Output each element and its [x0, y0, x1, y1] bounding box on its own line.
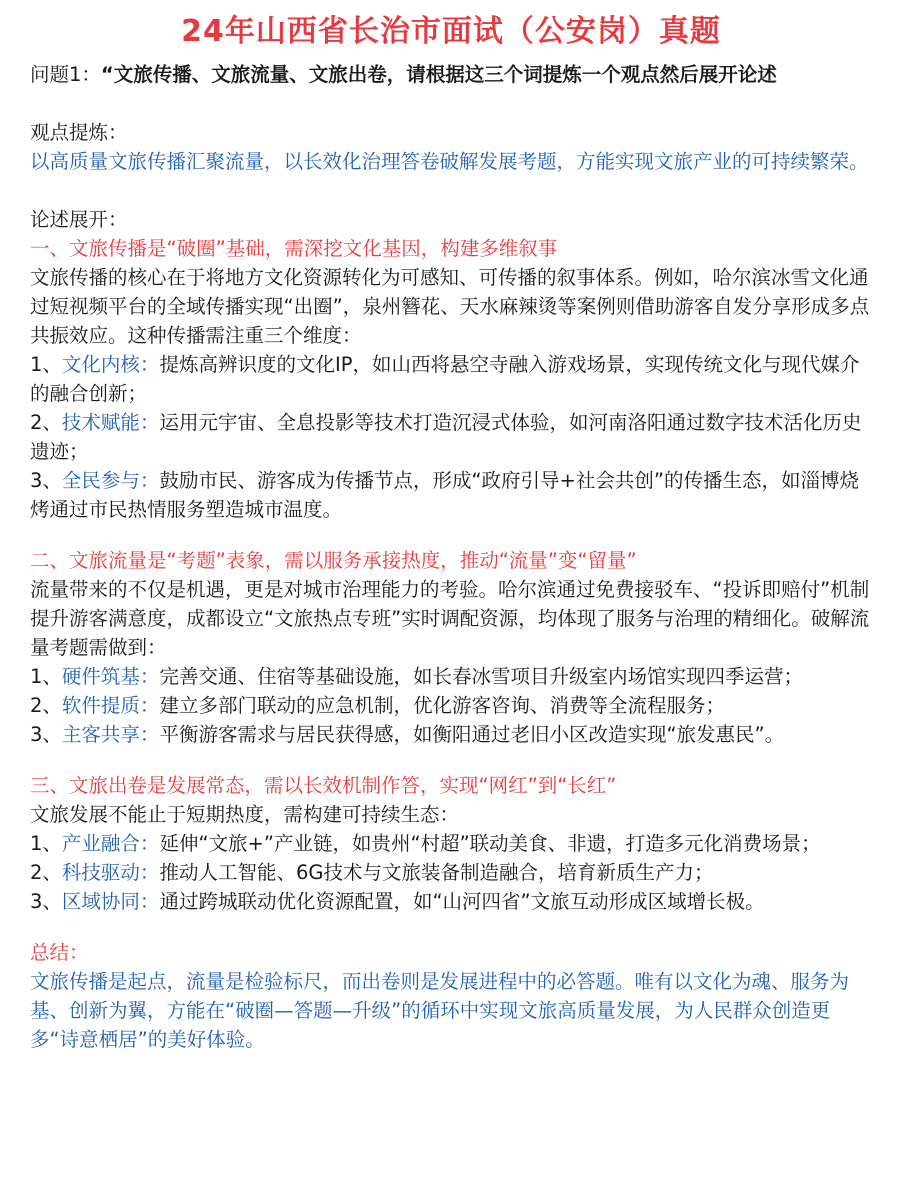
item-text: 通过跨城联动优化资源配置，如“山河四省”文旅互动形成区域增长极。 — [159, 890, 765, 913]
summary-heading: 总结： — [30, 941, 89, 964]
list-item — [30, 350, 872, 408]
question-text: “文旅传播、文旅流量、文旅出卷，请根据这三个词提炼一个观点然后展开论述 — [100, 63, 777, 86]
section-2 — [30, 546, 872, 749]
item-number: 2、 — [30, 861, 62, 884]
question — [30, 60, 872, 89]
section-heading: 三、文旅出卷是发展常态，需以长效机制作答，实现“网红”到“长红” — [30, 774, 617, 797]
item-number: 1、 — [30, 832, 62, 855]
list-item — [30, 662, 872, 691]
item-text: 运用元宇宙、全息投影等技术打造沉浸式体验，如河南洛阳通过数字技术活化历史遗迹； — [30, 411, 862, 463]
list-item — [30, 887, 872, 916]
viewpoint-heading: 观点提炼： — [30, 121, 128, 144]
section-intro: 文旅发展不能止于短期热度，需构建可持续生态： — [30, 803, 460, 826]
section-heading: 二、文旅流量是“考题”表象，需以服务承接热度，推动“流量”变“留量” — [30, 549, 637, 572]
list-item — [30, 829, 872, 858]
page-title: 24年山西省长治市面试（公安岗）真题 — [181, 14, 721, 49]
item-number: 1、 — [30, 665, 62, 688]
discussion-heading: 论述展开： — [30, 208, 128, 231]
item-number: 3、 — [30, 890, 62, 913]
list-item — [30, 858, 872, 887]
item-text: 延伸“文旅+”产业链，如贵州“村超”联动美食、非遗，打造多元化消费场景； — [159, 832, 821, 855]
item-number: 2、 — [30, 411, 62, 434]
item-text: 建立多部门联动的应急机制，优化游客咨询、消费等全流程服务； — [159, 694, 725, 717]
item-label: 科技驱动： — [61, 861, 160, 884]
list-item — [30, 691, 872, 720]
item-label: 硬件筑基： — [61, 665, 160, 688]
section-3 — [30, 771, 872, 916]
item-text: 平衡游客需求与居民获得感，如衡阳通过老旧小区改造实现“旅发惠民”。 — [159, 723, 785, 746]
item-text: 推动人工智能、6G技术与文旅装备制造融合，培育新质生产力； — [159, 861, 714, 884]
list-item — [30, 720, 872, 749]
item-number: 1、 — [30, 353, 62, 376]
section-intro: 流量带来的不仅是机遇，更是对城市治理能力的考验。哈尔滨通过免费接驳车、“投诉即赔付”机制提升游客满意度，成都设立“文旅热点专班”实时调配资源，均体现了服务与治理的精细化。破解流量考题需做到： — [30, 578, 870, 659]
item-text: 鼓励市民、游客成为传播节点，形成“政府引导+社会共创”的传播生态，如淄博烧烤通过市民热情服务塑造城市温度。 — [30, 469, 859, 521]
section-intro: 文旅传播的核心在于将地方文化资源转化为可感知、可传播的叙事体系。例如，哈尔滨冰雪文化通过短视频平台的全域传播实现“出圈”，泉州簪花、天水麻辣烫等案例则借助游客自发分享形成多点共振效应。这种传播需注重三个维度： — [30, 266, 870, 347]
item-label: 产业融合： — [61, 832, 160, 855]
question-label: 问题1： — [30, 63, 101, 86]
item-label: 区域协同： — [61, 890, 160, 913]
item-label: 全民参与： — [61, 469, 160, 492]
list-item — [30, 408, 872, 466]
section-1 — [30, 234, 872, 524]
item-text: 提炼高辨识度的文化IP，如山西将悬空寺融入游戏场景，实现传统文化与现代媒介的融合创新； — [30, 353, 860, 405]
item-label: 技术赋能： — [61, 411, 160, 434]
list-item — [30, 466, 872, 524]
item-label: 主客共享： — [61, 723, 160, 746]
item-number: 2、 — [30, 694, 62, 717]
item-number: 3、 — [30, 723, 62, 746]
item-label: 文化内核： — [61, 353, 160, 376]
item-label: 软件提质： — [61, 694, 160, 717]
summary-text: 文旅传播是起点，流量是检验标尺，而出卷则是发展进程中的必答题。唯有以文化为魂、服务为基、创新为翼，方能在“破圈—答题—升级”的循环中实现文旅高质量发展，为人民群众创造更多“诗意栖居”的美好体验。 — [30, 970, 850, 1051]
section-heading: 一、文旅传播是“破圈”基础，需深挖文化基因，构建多维叙事 — [30, 237, 558, 260]
item-number: 3、 — [30, 469, 62, 492]
item-text: 完善交通、住宿等基础设施，如长春冰雪项目升级室内场馆实现四季运营； — [159, 665, 803, 688]
viewpoint-text: 以高质量文旅传播汇聚流量，以长效化治理答卷破解发展考题，方能实现文旅产业的可持续繁荣。 — [30, 150, 869, 173]
